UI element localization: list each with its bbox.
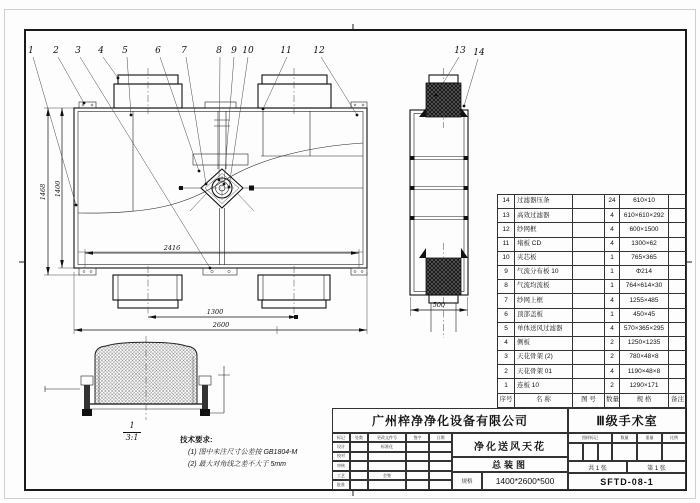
sign-header-count: 处数 [350, 433, 368, 442]
balloon-10: 10 [242, 46, 254, 56]
bom-header-remark: 备注 [669, 393, 687, 407]
bom-header-size: 规 格 [620, 393, 669, 407]
bom-qty: 4 [605, 365, 620, 379]
bom-size: 1190×48×8 [620, 365, 669, 379]
bom-size: 765×365 [620, 251, 669, 265]
bom-row [498, 223, 687, 237]
bom-qty: 1 [605, 265, 620, 279]
stamp-cell [598, 443, 612, 461]
bom-no: 12 [498, 223, 515, 237]
bom-remark [669, 265, 687, 279]
bom-qty: 4 [605, 322, 620, 336]
bom-header-no: 序号 [498, 393, 515, 407]
bom-no: 9 [498, 265, 515, 279]
bom-qty: 4 [605, 209, 620, 223]
main-view [74, 68, 367, 316]
sign-cell [350, 452, 368, 462]
bom-qty: 4 [605, 294, 620, 308]
bom-no: 5 [498, 322, 515, 336]
bom-no: 6 [498, 308, 515, 322]
bom-name: 纱网框 [515, 223, 573, 237]
bom-name: 天花骨架 (2) [515, 351, 573, 365]
bom-dwg [573, 265, 605, 279]
bom-row [498, 237, 687, 251]
technical-notes [180, 436, 350, 473]
bom-size: 764×614×30 [620, 280, 669, 294]
balloon-leaders [33, 57, 478, 269]
balloon-labels [28, 46, 485, 58]
sign-cell [406, 442, 429, 452]
stamp-cell [583, 443, 598, 461]
bom-no: 1 [498, 379, 515, 393]
bom-remark [669, 351, 687, 365]
sign-header-date: 日期 [429, 433, 452, 442]
detail-view [45, 336, 230, 420]
sign-row-label-b: 标准化 [368, 442, 406, 452]
balloon-4: 4 [98, 46, 104, 56]
bom-size: 450×45 [620, 308, 669, 322]
sign-row-label-b [368, 461, 406, 471]
bom-no: 7 [498, 294, 515, 308]
bom-size: 610×610×292 [620, 209, 669, 223]
sign-cell [350, 471, 368, 481]
bom-row [498, 294, 687, 308]
sign-row-label: 批准 [332, 480, 350, 490]
balloon-9: 9 [231, 46, 237, 56]
bom-dwg [573, 379, 605, 393]
bom-no: 3 [498, 351, 515, 365]
bom-row [498, 308, 687, 322]
drawing-number: SFTD-08-1 [568, 473, 686, 490]
bom-dwg [573, 294, 605, 308]
bom-remark [669, 379, 687, 393]
sign-row-label-b [368, 480, 406, 490]
bom-remark [669, 209, 687, 223]
bom-name: 堵板 CD [515, 237, 573, 251]
bom-size: 1255×485 [620, 294, 669, 308]
dim-inner-height: 1400 [54, 180, 62, 198]
bom-size: 610×10 [620, 195, 669, 209]
company-name: 广州梓净净化设备有限公司 [332, 408, 568, 433]
stamp-header-scale: 比例 [662, 433, 686, 443]
bom-name: 气流分布板 10 [515, 265, 573, 279]
project-name: Ⅲ级手术室 [568, 408, 686, 433]
bom-row [498, 195, 687, 209]
sign-header-mark: 标记 [332, 433, 350, 442]
side-view [410, 68, 468, 338]
bom-name: 纱网上框 [515, 294, 573, 308]
bom-size: Φ214 [620, 265, 669, 279]
notes-title: 技术要求: [180, 435, 213, 444]
bom-size: 1300×62 [620, 237, 669, 251]
sign-cell [350, 461, 368, 471]
bom-table [497, 194, 687, 408]
balloon-8: 8 [216, 46, 222, 56]
bom-qty: 2 [605, 336, 620, 350]
balloon-6: 6 [155, 46, 161, 56]
stamp-cell [612, 443, 637, 461]
bom-dwg [573, 223, 605, 237]
bom-header-dwg: 图 号 [573, 393, 605, 407]
bom-remark [669, 336, 687, 350]
sign-cell [429, 471, 452, 481]
sign-row-label: 工艺 [332, 471, 350, 481]
bom-size: 780×48×8 [620, 351, 669, 365]
dimensions [39, 108, 468, 334]
balloon-7: 7 [181, 46, 187, 56]
sign-row-label: 设计 [332, 442, 350, 452]
balloon-11: 11 [280, 46, 292, 56]
bom-no: 14 [498, 195, 515, 209]
bom-row [498, 209, 687, 223]
sheet-total: 共 1 张 [568, 461, 627, 473]
balloon-5: 5 [122, 46, 128, 56]
sign-header-sign: 签字 [406, 433, 429, 442]
stamp-cell [662, 443, 686, 461]
size-label: 规格 [452, 472, 482, 490]
bom-size: 1290×171 [620, 379, 669, 393]
dim-overall-width: 2600 [212, 321, 230, 329]
bom-remark [669, 308, 687, 322]
bom-remark [669, 195, 687, 209]
sign-cell [406, 471, 429, 481]
sign-cell [406, 461, 429, 471]
bom-dwg [573, 336, 605, 350]
bom-name: 顶部盖板 [515, 308, 573, 322]
stamp-cell [637, 443, 662, 461]
bom-remark [669, 322, 687, 336]
sign-row-label-b: 会签 [368, 471, 406, 481]
stamp-header-qty: 数量 [612, 433, 637, 443]
bom-dwg [573, 351, 605, 365]
bom-dwg [573, 195, 605, 209]
note-item-2: (2) 最大对角线之差不大于 5mm [188, 460, 286, 468]
sheet-index: 第 1 张 [627, 461, 686, 473]
bom-qty: 2 [605, 379, 620, 393]
dim-depth: 500 [432, 301, 446, 309]
bom-remark [669, 251, 687, 265]
bom-row [498, 365, 687, 379]
bom-no: 2 [498, 365, 515, 379]
bom-size: 570×365×295 [620, 322, 669, 336]
bom-name: 高效过滤器 [515, 209, 573, 223]
bom-remark [669, 294, 687, 308]
sign-row-label-b [368, 452, 406, 462]
bom-dwg [573, 237, 605, 251]
bom-name: 连板 10 [515, 379, 573, 393]
bom-no: 10 [498, 251, 515, 265]
sign-cell [429, 461, 452, 471]
sign-cell [406, 480, 429, 490]
detail-scale-num: 1 [129, 421, 135, 430]
balloon-12: 12 [313, 46, 325, 56]
stamp-cell [568, 443, 583, 461]
bom-dwg [573, 251, 605, 265]
bom-header-row [498, 393, 687, 407]
bom-qty: 24 [605, 195, 620, 209]
product-name: 净化送风天花 [452, 433, 568, 457]
detail-scale-den: 3:1 [125, 432, 139, 442]
bom-row [498, 265, 687, 279]
title-block [332, 408, 686, 490]
bom-remark [669, 280, 687, 294]
stamp-header-mark: 图样标记 [568, 433, 612, 443]
note-item-1: (1) 图中未注尺寸公差按 GB1804-M [188, 448, 298, 456]
detail-scale [120, 422, 144, 443]
bom-header-name: 名 称 [515, 393, 573, 407]
bom-row [498, 351, 687, 365]
bom-dwg [573, 280, 605, 294]
sign-header-docno: 更改文件号 [368, 433, 406, 442]
sign-cell [350, 442, 368, 452]
balloon-13: 13 [454, 46, 466, 56]
bom-no: 4 [498, 336, 515, 350]
bom-qty: 1 [605, 251, 620, 265]
dim-overall-height: 1468 [39, 183, 47, 201]
bom-size: 600×1500 [620, 223, 669, 237]
sign-cell [406, 452, 429, 462]
bom-no: 11 [498, 237, 515, 251]
bom-qty: 4 [605, 223, 620, 237]
bom-dwg [573, 322, 605, 336]
bom-name: 单体送风过滤器 [515, 322, 573, 336]
bom-size: 1250×1235 [620, 336, 669, 350]
bom-remark [669, 223, 687, 237]
bom-header-qty: 数量 [605, 393, 620, 407]
bom-qty: 2 [605, 351, 620, 365]
sign-cell [429, 480, 452, 490]
bom-no: 8 [498, 280, 515, 294]
sign-cell [350, 480, 368, 490]
bom-qty: 1 [605, 280, 620, 294]
bom-row [498, 336, 687, 350]
bom-row [498, 379, 687, 393]
bom-dwg [573, 209, 605, 223]
bom-qty: 4 [605, 237, 620, 251]
sign-cell [429, 442, 452, 452]
sign-row-label: 校对 [332, 452, 350, 462]
bom-name: 气流均流板 [515, 280, 573, 294]
balloon-14: 14 [473, 48, 485, 58]
bom-name: 天花骨架 01 [515, 365, 573, 379]
bom-name: 侧板 [515, 336, 573, 350]
bom-row [498, 251, 687, 265]
bom-no: 13 [498, 209, 515, 223]
dim-outlet-spacing: 1300 [206, 308, 224, 316]
bom-row [498, 280, 687, 294]
sign-row-label: 审核 [332, 461, 350, 471]
dim-inner-width: 2416 [163, 244, 181, 252]
bom-name: 过滤器压条 [515, 195, 573, 209]
stamp-header-weight: 重量 [637, 433, 662, 443]
balloon-2: 2 [53, 46, 59, 56]
bom-row [498, 322, 687, 336]
size-value: 1400*2600*500 [482, 472, 568, 490]
bom-dwg [573, 308, 605, 322]
bom-qty: 1 [605, 308, 620, 322]
sign-cell [429, 452, 452, 462]
balloon-1: 1 [28, 46, 34, 56]
bom-name: 夹芯板 [515, 251, 573, 265]
bom-remark [669, 237, 687, 251]
bom-dwg [573, 365, 605, 379]
balloon-3: 3 [75, 46, 81, 56]
doc-type: 总装图 [452, 457, 568, 472]
bom-remark [669, 365, 687, 379]
